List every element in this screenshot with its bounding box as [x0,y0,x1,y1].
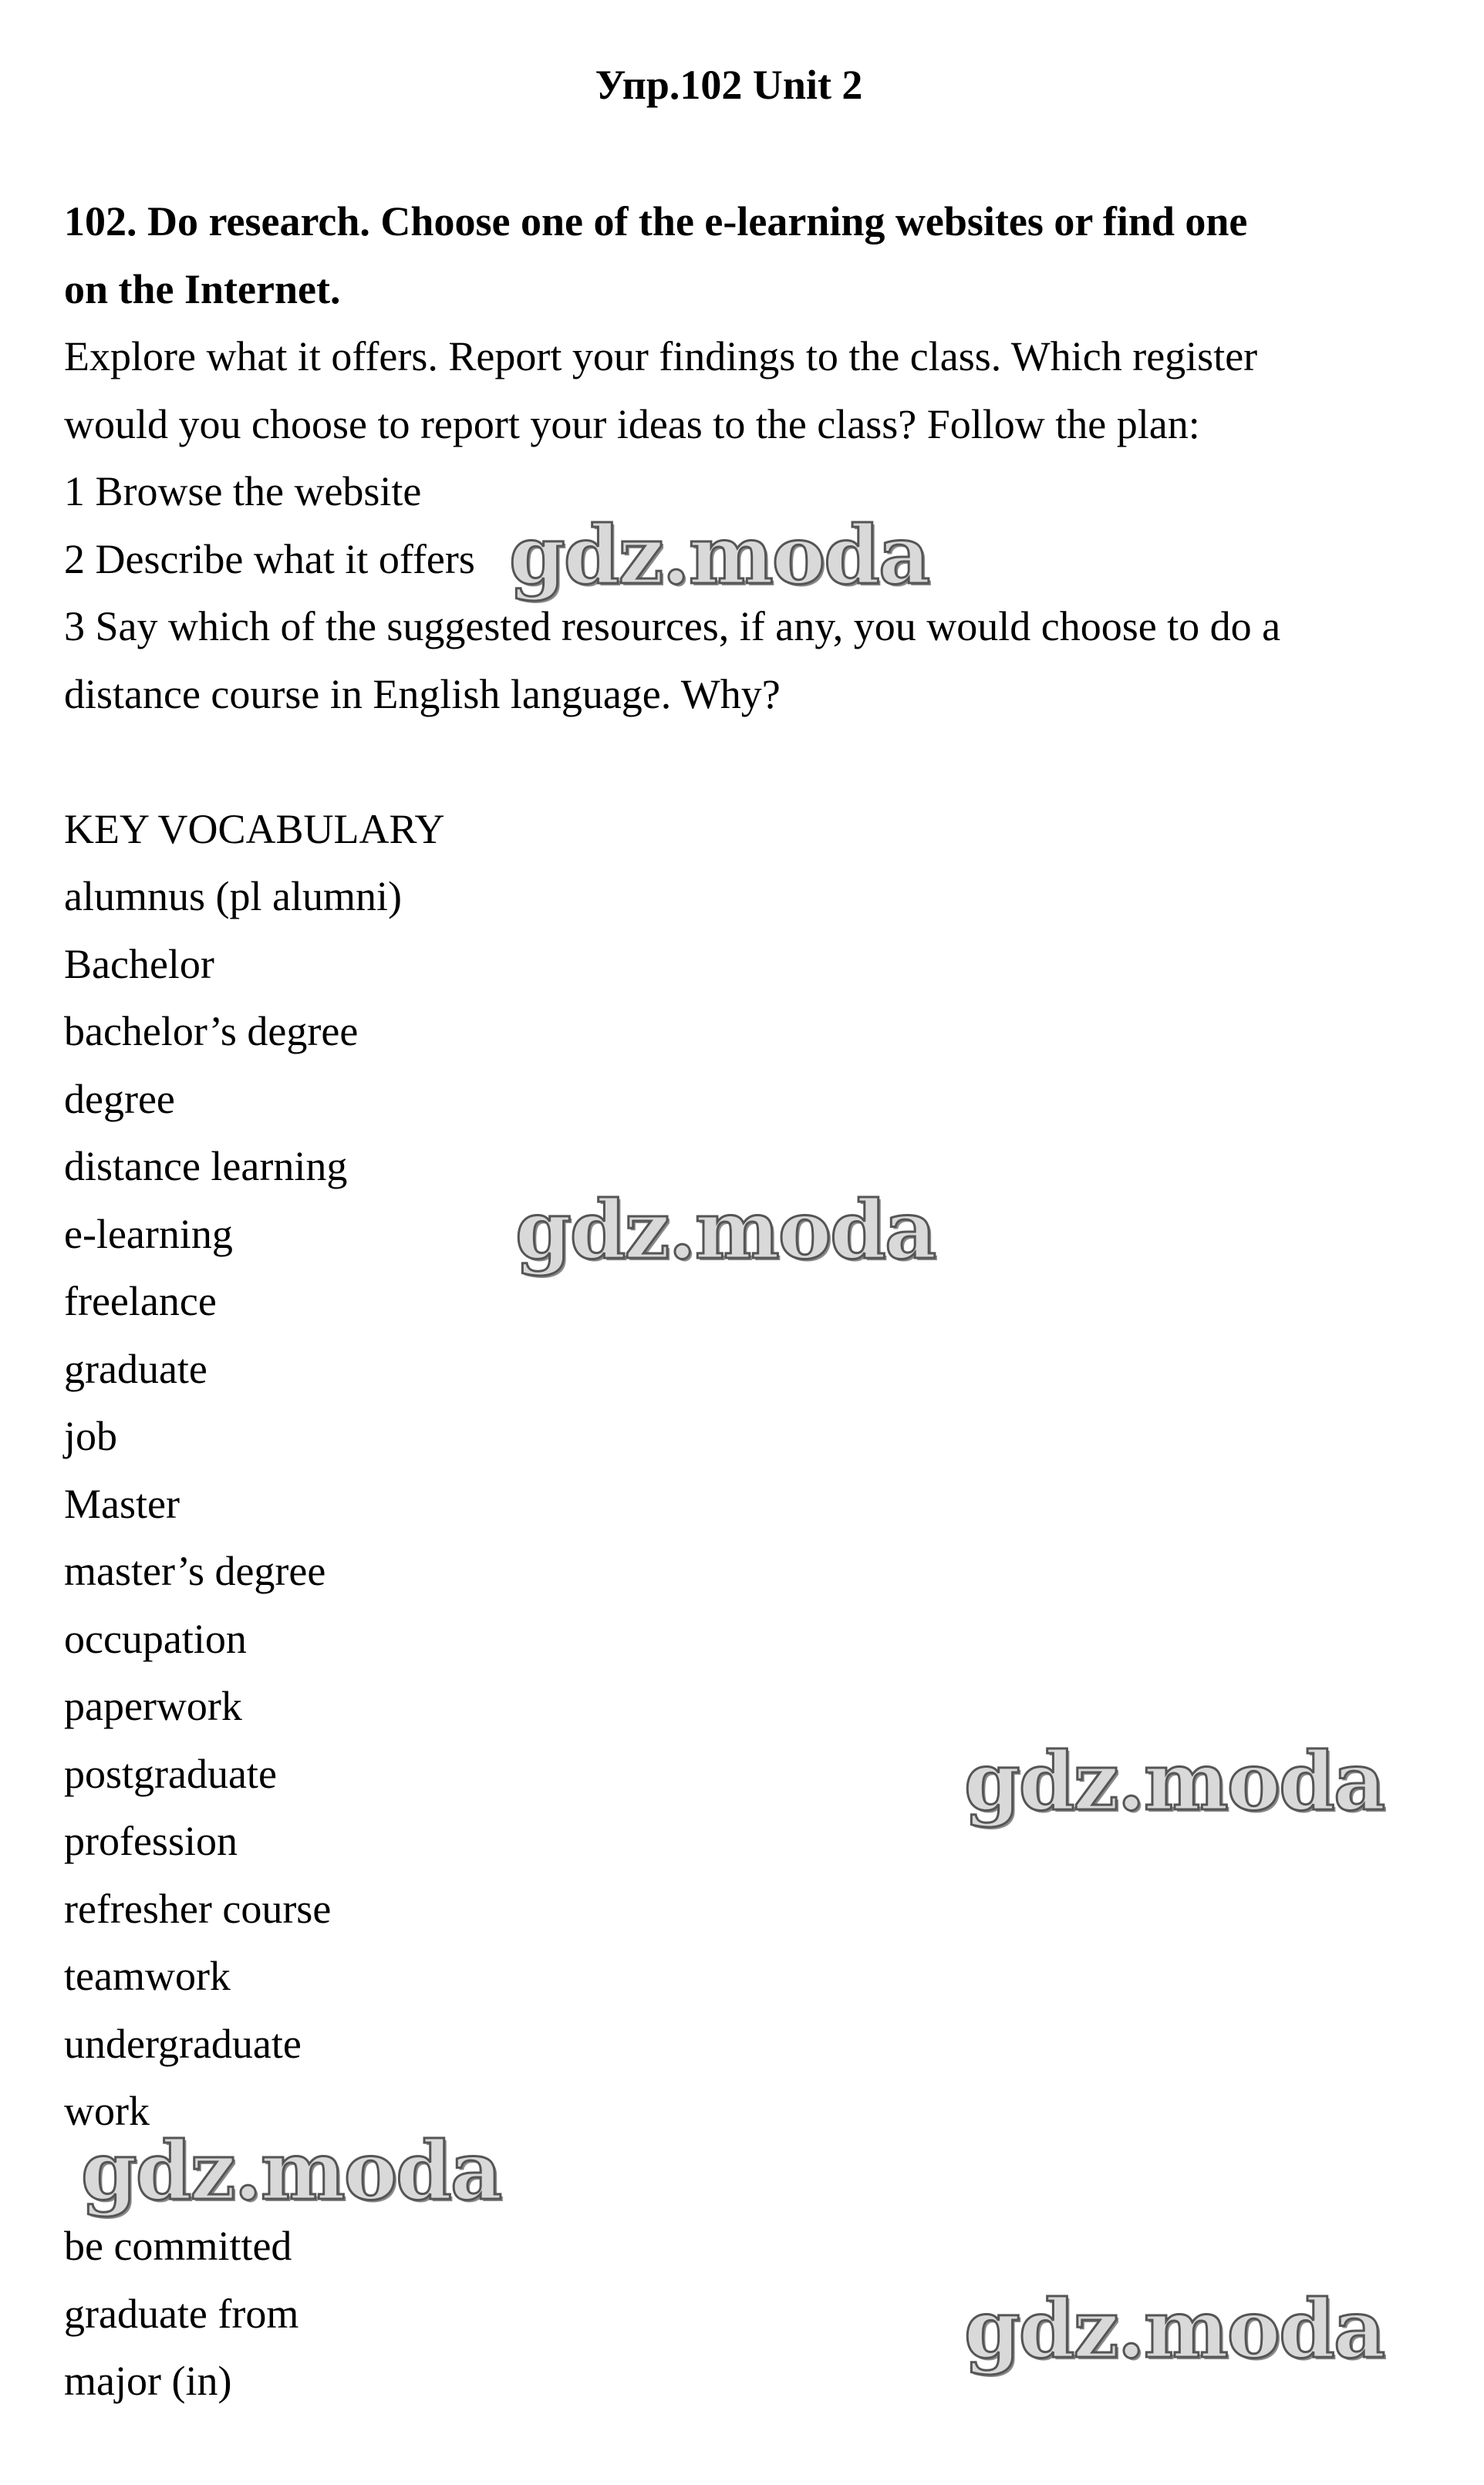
watermark: gdz.moda [515,1182,936,1277]
task-heading-line-1: 102. Do research. Choose one of the e-learning websites or find one [64,198,1248,244]
vocabulary-item: bachelor’s degree [64,1008,359,1054]
vocabulary-item: freelance [64,1278,217,1324]
vocabulary-item: alumnus (pl alumni) [64,873,402,919]
plan-item-3-continued: distance course in English language. Why? [64,670,781,717]
vocabulary-item: distance learning [64,1143,348,1189]
page-title: Упр.102 Unit 2 [595,62,863,108]
vocabulary-item: major (in) [64,2358,232,2404]
vocabulary-item: undergraduate [64,2020,302,2067]
spacer [64,728,1422,796]
vocabulary-item: refresher course [64,1885,332,1932]
vocabulary-item: graduate from [64,2290,299,2337]
vocabulary-item: master’s degree [64,1548,326,1594]
vocabulary-item: e-learning [64,1210,233,1257]
vocabulary-item: be committed [64,2223,292,2269]
vocabulary-item: teamwork [64,1953,231,1999]
vocabulary-item: profession [64,1818,238,1864]
plan-item-1: 1 Browse the website [64,468,422,514]
vocabulary-item: occupation [64,1615,247,1662]
vocabulary-item: Master [64,1480,180,1527]
vocabulary-item: job [64,1413,118,1459]
watermark: gdz.moda [964,2281,1385,2376]
vocabulary-item: graduate [64,1345,207,1392]
vocabulary-item: work [64,2088,150,2134]
watermark: gdz.moda [81,2123,501,2218]
vocabulary-noun-list [64,863,1422,2146]
vocabulary-item: postgraduate [64,1750,277,1797]
watermark: gdz.moda [509,507,929,602]
instruction-line-1: Explore what it offers. Report your findings to the class. Which register [64,333,1258,379]
plan-item-3: 3 Say which of the suggested resources, if any, you would choose to do a [64,603,1281,649]
vocabulary-item: Bachelor [64,940,214,987]
watermark: gdz.moda [964,1734,1385,1829]
instruction-line-2: would you choose to report your ideas to the class? Follow the plan: [64,400,1200,447]
vocabulary-item: degree [64,1075,175,1122]
plan-item-2: 2 Describe what it offers [64,535,475,582]
vocabulary-item: paperwork [64,1683,242,1729]
task-heading-line-2: on the Internet. [64,265,341,312]
vocabulary-heading: KEY VOCABULARY [64,805,445,852]
